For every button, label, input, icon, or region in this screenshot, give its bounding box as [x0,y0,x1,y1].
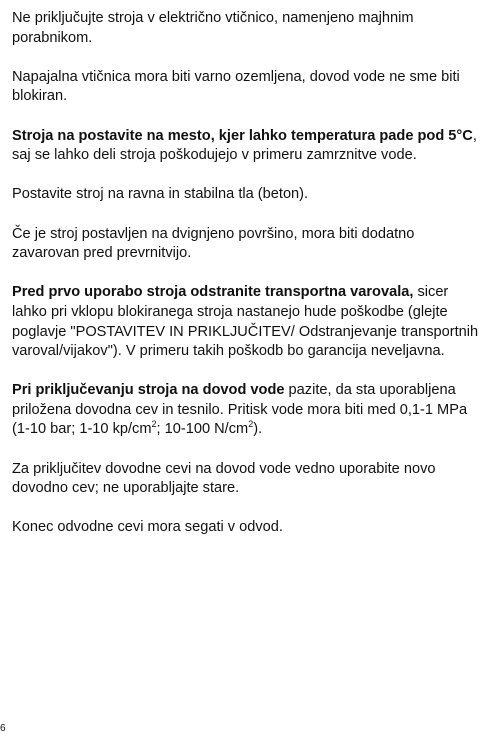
temperature-warning-text: , saj se lahko deli stroja poškodujejo v primeru zamrznitve vode. [12,127,477,164]
document-body [12,9,482,558]
paragraph-grounding: Napajalna vtičnica mora biti varno ozemljena, dovod vode ne sme biti blokiran. [12,68,460,105]
superscript-2-b: 2 [248,418,254,429]
water-connection-text-a: pazite, da sta uporabljena priložena dovodna cev in tesnilo. Pritisk vode mora biti med 0,1-1 MPa (1-10 bar; 1-10 kp/cm [12,382,468,438]
superscript-2-a: 2 [151,418,157,429]
water-connection-text-c: ). [253,421,263,438]
water-connection-bold: Pri priključevanju stroja na dovod vode [12,382,285,399]
water-connection-text-b: ; 10-100 N/cm [156,421,249,438]
paragraph-temperature [12,127,482,166]
paragraph-new-hose: Za priključitev dovodne cevi na dovod vode vedno uporabite novo dovodno cev; ne uporabljajte stare. [12,460,436,497]
transport-locks-text: sicer lahko pri vklopu blokiranega stroja nastanejo hude poškodbe (glejte poglavje "POSTAVITEV IN PRIKLJUČITEV/ Odstranjevanje transportnih varoval/vijakov"). V primeru takih poškodb bo garancija neveljavna. [12,284,479,360]
paragraph-water-connection [12,381,482,440]
page-number: 6 [0,723,6,734]
paragraph-raised-surface: Če je stroj postavljen na dvignjeno površino, mora biti dodatno zavarovan pred prevrnitvijo. [12,225,415,262]
paragraph-drain-hose: Konec odvodne cevi mora segati v odvod. [12,519,283,536]
paragraph-power-socket: Ne priključujte stroja v električno vtičnico, namenjeno majhnim porabnikom. [12,10,414,46]
transport-locks-bold: Pred prvo uporabo stroja odstranite transportna varovala, [12,284,414,301]
paragraph-floor: Postavite stroj na ravna in stabilna tla (beton). [12,186,309,203]
temperature-warning-bold: Stroja na postavite na mesto, kjer lahko temperatura pade pod 5°C [12,127,473,144]
paragraph-transport-locks [12,283,482,361]
